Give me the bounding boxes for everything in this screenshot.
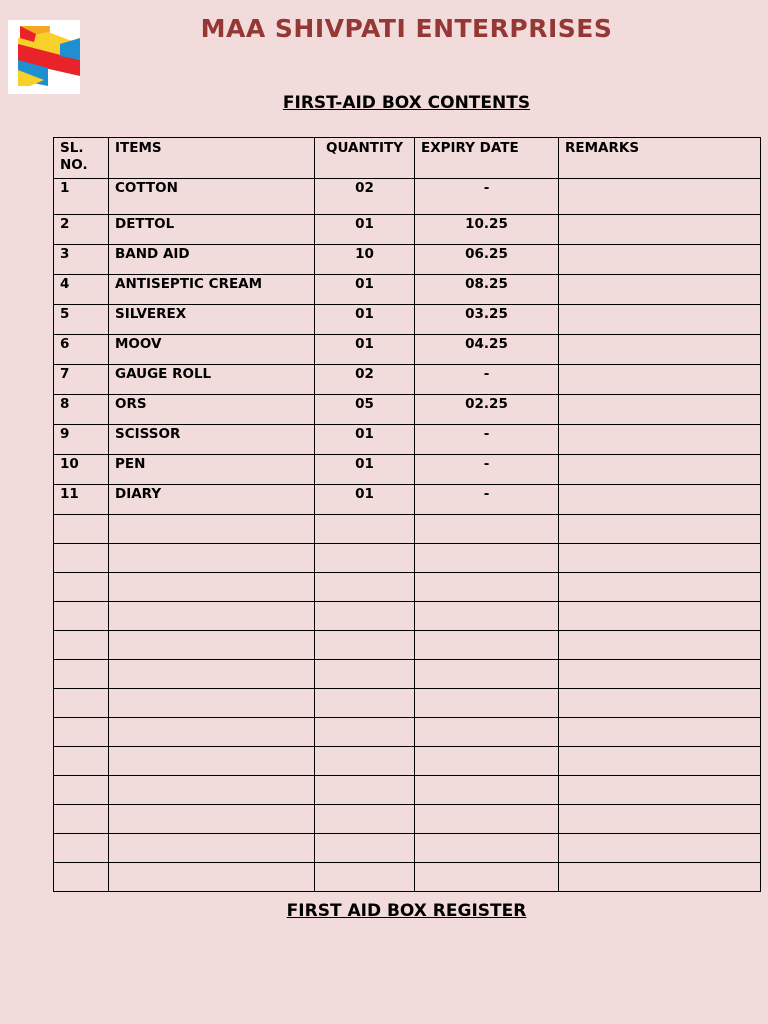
cell-expiry-date: - <box>415 485 559 515</box>
cell-remarks <box>559 305 761 335</box>
blank-cell <box>415 631 559 660</box>
cell-sl-no: 1 <box>54 179 109 215</box>
blank-cell <box>559 834 761 863</box>
cell-quantity: 01 <box>315 455 415 485</box>
blank-cell <box>54 602 109 631</box>
cell-expiry-date: - <box>415 179 559 215</box>
blank-cell <box>54 863 109 892</box>
blank-cell <box>54 660 109 689</box>
table-row-blank <box>54 776 761 805</box>
blank-cell <box>315 602 415 631</box>
table-row <box>54 215 761 245</box>
blank-cell <box>109 747 315 776</box>
blank-cell <box>315 515 415 544</box>
cell-expiry-date: - <box>415 365 559 395</box>
cell-item: COTTON <box>109 179 315 215</box>
blank-cell <box>54 544 109 573</box>
cell-sl-no: 11 <box>54 485 109 515</box>
blank-cell <box>54 747 109 776</box>
blank-cell <box>54 834 109 863</box>
cell-item: DETTOL <box>109 215 315 245</box>
blank-cell <box>109 689 315 718</box>
blank-cell <box>109 631 315 660</box>
blank-cell <box>54 718 109 747</box>
cell-quantity: 02 <box>315 179 415 215</box>
header-sl-no: SL. NO. <box>54 138 109 179</box>
cell-remarks <box>559 335 761 365</box>
table-row <box>54 425 761 455</box>
table-row-blank <box>54 544 761 573</box>
header-expiry-date: EXPIRY DATE <box>415 138 559 179</box>
table-row-blank <box>54 747 761 776</box>
blank-cell <box>415 805 559 834</box>
cell-remarks <box>559 215 761 245</box>
cell-item: SILVEREX <box>109 305 315 335</box>
blank-cell <box>54 515 109 544</box>
table-row <box>54 455 761 485</box>
table-row-blank <box>54 573 761 602</box>
cell-quantity: 01 <box>315 425 415 455</box>
blank-cell <box>559 515 761 544</box>
document-title: FIRST-AID BOX CONTENTS <box>282 93 531 113</box>
blank-cell <box>559 573 761 602</box>
table-row-blank <box>54 863 761 892</box>
blank-cell <box>109 863 315 892</box>
register-title: FIRST AID BOX REGISTER <box>286 901 527 921</box>
blank-cell <box>559 805 761 834</box>
blank-cell <box>559 689 761 718</box>
cell-quantity: 01 <box>315 215 415 245</box>
cell-expiry-date: - <box>415 455 559 485</box>
cell-remarks <box>559 425 761 455</box>
cell-item: SCISSOR <box>109 425 315 455</box>
blank-cell <box>559 602 761 631</box>
blank-cell <box>315 544 415 573</box>
cell-item: BAND AID <box>109 245 315 275</box>
blank-cell <box>315 863 415 892</box>
cell-sl-no: 6 <box>54 335 109 365</box>
cell-expiry-date: 02.25 <box>415 395 559 425</box>
cell-remarks <box>559 395 761 425</box>
blank-cell <box>315 805 415 834</box>
cell-sl-no: 7 <box>54 365 109 395</box>
blank-cell <box>415 834 559 863</box>
header-quantity: QUANTITY <box>315 138 415 179</box>
cell-quantity: 01 <box>315 305 415 335</box>
cell-remarks <box>559 455 761 485</box>
blank-cell <box>315 573 415 602</box>
blank-cell <box>559 660 761 689</box>
blank-cell <box>54 805 109 834</box>
blank-cell <box>415 602 559 631</box>
blank-cell <box>315 631 415 660</box>
cell-expiry-date: 10.25 <box>415 215 559 245</box>
table-row-blank <box>54 834 761 863</box>
table-row-blank <box>54 718 761 747</box>
table-row-blank <box>54 631 761 660</box>
cell-remarks <box>559 485 761 515</box>
cell-expiry-date: - <box>415 425 559 455</box>
blank-cell <box>109 573 315 602</box>
table-row <box>54 485 761 515</box>
blank-cell <box>54 689 109 718</box>
cell-item: DIARY <box>109 485 315 515</box>
cell-remarks <box>559 365 761 395</box>
header-remarks: REMARKS <box>559 138 761 179</box>
table-row <box>54 179 761 215</box>
table-row-blank <box>54 515 761 544</box>
header-items: ITEMS <box>109 138 315 179</box>
blank-cell <box>109 834 315 863</box>
cell-item: ANTISEPTIC CREAM <box>109 275 315 305</box>
blank-cell <box>54 776 109 805</box>
cell-item: ORS <box>109 395 315 425</box>
blank-cell <box>559 863 761 892</box>
cell-quantity: 02 <box>315 365 415 395</box>
cell-sl-no: 10 <box>54 455 109 485</box>
cell-expiry-date: 04.25 <box>415 335 559 365</box>
blank-cell <box>415 544 559 573</box>
cell-item: PEN <box>109 455 315 485</box>
table-row <box>54 245 761 275</box>
company-name: MAA SHIVPATI ENTERPRISES <box>200 14 613 43</box>
table-row-blank <box>54 660 761 689</box>
cell-item: MOOV <box>109 335 315 365</box>
table-row <box>54 395 761 425</box>
blank-cell <box>559 718 761 747</box>
blank-cell <box>415 718 559 747</box>
blank-cell <box>109 602 315 631</box>
cell-quantity: 01 <box>315 335 415 365</box>
blank-cell <box>415 747 559 776</box>
blank-cell <box>415 863 559 892</box>
cell-sl-no: 4 <box>54 275 109 305</box>
cell-quantity: 01 <box>315 485 415 515</box>
blank-cell <box>315 718 415 747</box>
blank-cell <box>415 515 559 544</box>
blank-cell <box>315 834 415 863</box>
blank-cell <box>315 747 415 776</box>
cell-quantity: 01 <box>315 275 415 305</box>
blank-cell <box>415 689 559 718</box>
table-row-blank <box>54 689 761 718</box>
blank-cell <box>559 776 761 805</box>
blank-cell <box>54 573 109 602</box>
blank-cell <box>109 805 315 834</box>
blank-cell <box>559 747 761 776</box>
blank-cell <box>315 689 415 718</box>
table-row <box>54 305 761 335</box>
cell-sl-no: 3 <box>54 245 109 275</box>
blank-cell <box>415 660 559 689</box>
blank-cell <box>109 515 315 544</box>
table-row <box>54 275 761 305</box>
blank-cell <box>54 631 109 660</box>
cell-expiry-date: 03.25 <box>415 305 559 335</box>
cell-expiry-date: 06.25 <box>415 245 559 275</box>
cell-remarks <box>559 179 761 215</box>
cell-remarks <box>559 275 761 305</box>
table-row <box>54 365 761 395</box>
cell-quantity: 10 <box>315 245 415 275</box>
cell-sl-no: 2 <box>54 215 109 245</box>
blank-cell <box>109 544 315 573</box>
table-row-blank <box>54 602 761 631</box>
cell-item: GAUGE ROLL <box>109 365 315 395</box>
table-row <box>54 335 761 365</box>
cell-sl-no: 8 <box>54 395 109 425</box>
cell-sl-no: 5 <box>54 305 109 335</box>
blank-cell <box>559 631 761 660</box>
cell-expiry-date: 08.25 <box>415 275 559 305</box>
cell-sl-no: 9 <box>54 425 109 455</box>
blank-cell <box>559 544 761 573</box>
blank-cell <box>415 776 559 805</box>
blank-cell <box>109 660 315 689</box>
blank-cell <box>315 776 415 805</box>
blank-cell <box>109 718 315 747</box>
cell-quantity: 05 <box>315 395 415 425</box>
blank-cell <box>415 573 559 602</box>
table-row-blank <box>54 805 761 834</box>
blank-cell <box>109 776 315 805</box>
blank-cell <box>315 660 415 689</box>
cell-remarks <box>559 245 761 275</box>
table-header-row <box>54 138 761 179</box>
first-aid-contents-table <box>53 137 761 892</box>
